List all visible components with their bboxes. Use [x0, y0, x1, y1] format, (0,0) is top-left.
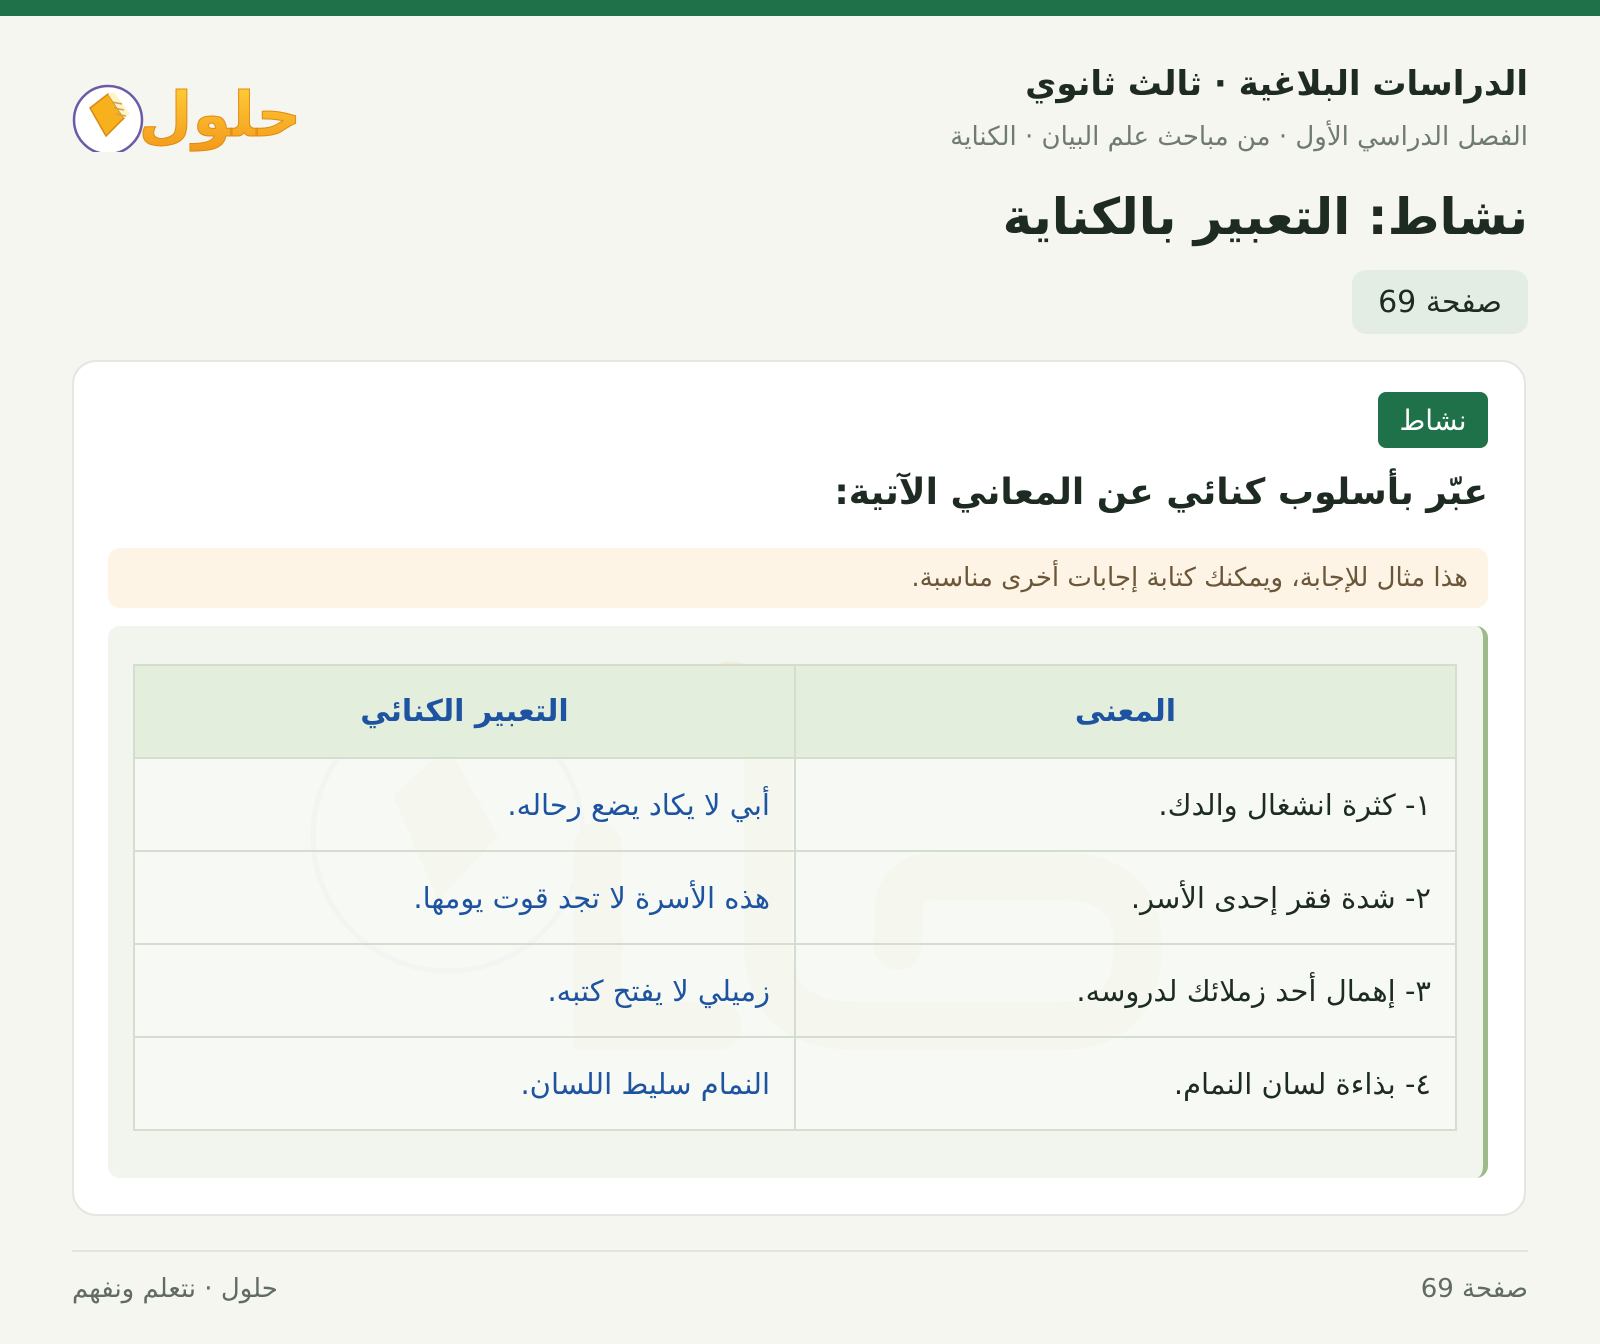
chapter-subtitle: الفصل الدراسي الأول · من مباحث علم البيان · الكناية	[950, 122, 1528, 152]
expression-cell: أبي لا يكاد يضع رحاله.	[134, 758, 795, 851]
table-row	[134, 851, 1456, 944]
expression-cell: النمام سليط اللسان.	[134, 1037, 795, 1130]
table-row	[134, 1037, 1456, 1130]
table-row	[134, 944, 1456, 1037]
column-header-expression: التعبير الكنائي	[134, 665, 795, 758]
book-title: الدراسات البلاغية · ثالث ثانوي	[1025, 64, 1528, 104]
logo-wordmark: حلول	[138, 78, 302, 151]
answer-table-panel	[108, 626, 1488, 1178]
footer-brand: حلول · نتعلم ونفهم	[72, 1274, 278, 1304]
page-number-badge: صفحة 69	[1352, 270, 1528, 334]
table-row	[134, 758, 1456, 851]
table-header-row	[134, 665, 1456, 758]
column-header-meaning: المعنى	[795, 665, 1456, 758]
meaning-cell: ٣- إهمال أحد زملائك لدروسه.	[795, 944, 1456, 1037]
kinaya-table	[133, 664, 1457, 1131]
hulool-logo	[72, 64, 312, 152]
page-header	[72, 56, 1528, 176]
meaning-cell: ١- كثرة انشغال والدك.	[795, 758, 1456, 851]
top-accent-bar	[0, 0, 1600, 16]
activity-badge: نشاط	[1378, 392, 1488, 448]
activity-card	[72, 360, 1526, 1216]
activity-instruction: عبّر بأسلوب كنائي عن المعاني الآتية:	[834, 472, 1488, 513]
expression-cell: زميلي لا يفتح كتبه.	[134, 944, 795, 1037]
expression-cell: هذه الأسرة لا تجد قوت يومها.	[134, 851, 795, 944]
meaning-cell: ٢- شدة فقر إحدى الأسر.	[795, 851, 1456, 944]
meaning-cell: ٤- بذاءة لسان النمام.	[795, 1037, 1456, 1130]
book-icon	[74, 86, 142, 152]
footer-divider	[72, 1250, 1528, 1252]
page-title: نشاط: التعبير بالكناية	[1002, 188, 1528, 246]
footer-page-number: صفحة 69	[1420, 1274, 1528, 1304]
answer-note: هذا مثال للإجابة، ويمكنك كتابة إجابات أخرى مناسبة.	[108, 548, 1488, 608]
